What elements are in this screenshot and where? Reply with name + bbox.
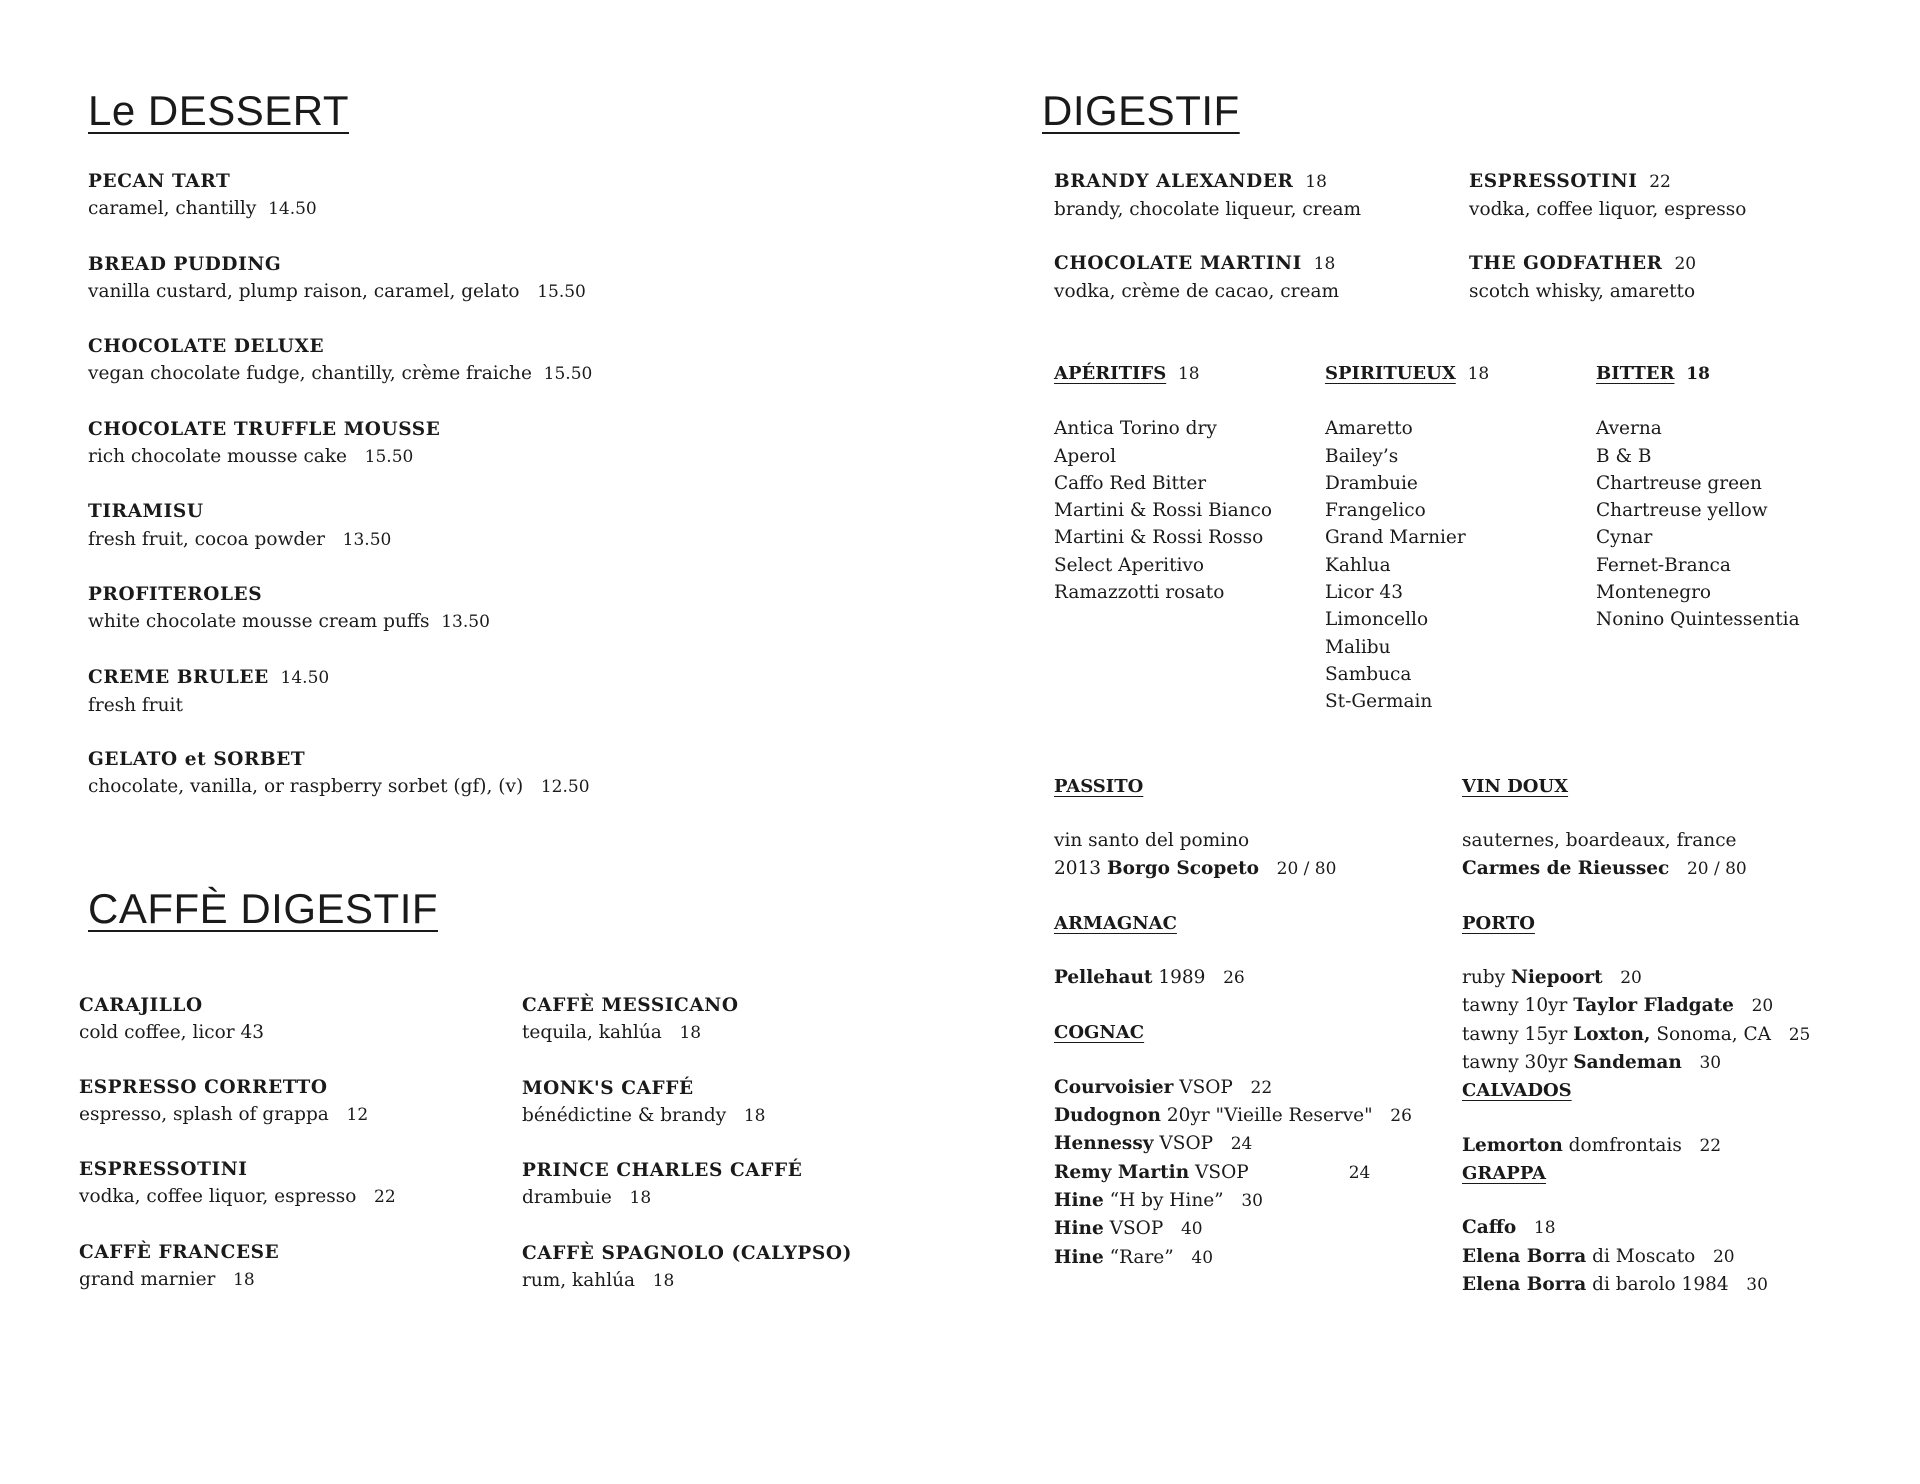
aperitifs-price: 18 <box>1177 364 1200 384</box>
cocktail-desc: scotch whisky, amaretto <box>1469 281 1696 303</box>
dessert-item-price: 14.50 <box>280 667 330 688</box>
dessert-item-price: 13.50 <box>441 612 490 633</box>
dessert-item-price: 14.50 <box>268 199 317 220</box>
caffe-item-desc: bénédictine & brandy <box>522 1104 727 1126</box>
passito-desc: vin santo del pomino <box>1054 830 1250 852</box>
spiritueux-price: 18 <box>1467 364 1490 384</box>
dessert-item-price: 12.50 <box>540 777 590 798</box>
porto-item: ruby Niepoort 20 <box>1462 967 1642 989</box>
caffe-item-price: 18 <box>743 1105 766 1126</box>
caffe-item <box>79 1156 396 1212</box>
caffe-item <box>79 1074 396 1130</box>
armagnac-item: Pellehaut 1989 26 <box>1054 967 1245 989</box>
aperitifs-heading: APÉRITIFS <box>1054 363 1167 384</box>
cocktail-price: 20 <box>1674 254 1697 274</box>
porto-item: tawny 15yr Loxton, Sonoma, CA 25 <box>1462 1023 1811 1045</box>
aperitifs-list <box>1054 360 1272 606</box>
spiritueux-item: Kahlua <box>1325 554 1391 576</box>
cognac-item: Remy Martin VSOP 24 <box>1054 1161 1371 1183</box>
passito-heading: PASSITO <box>1054 776 1144 797</box>
caffe-item-name: CAFFÈ MESSICANO <box>522 995 739 1016</box>
dessert-item <box>88 746 592 802</box>
cognac-item: Hine VSOP 40 <box>1054 1218 1203 1240</box>
cocktail-item <box>1469 250 1696 306</box>
dessert-item-desc: chocolate, vanilla, or raspberry sorbet (gf), (v) <box>88 776 524 798</box>
cocktail-name: ESPRESSOTINI <box>1469 171 1638 192</box>
caffe-item-name: MONK'S CAFFÉ <box>522 1077 694 1099</box>
dessert-item <box>88 416 592 472</box>
dessert-item-desc: caramel, chantilly <box>88 198 257 220</box>
cocktail-item <box>1469 168 1746 224</box>
caffe-item-name: ESPRESSO CORRETTO <box>79 1076 328 1098</box>
porto-heading: PORTO <box>1462 912 1535 934</box>
porto-item: tawny 30yr Sandeman 30 <box>1462 1052 1722 1074</box>
dessert-item <box>88 664 592 720</box>
caffe-item-price: 12 <box>346 1104 369 1125</box>
caffe-item-price: 22 <box>374 1187 396 1208</box>
cocktail-name: BRANDY ALEXANDER <box>1054 171 1294 192</box>
porto-item: tawny 10yr Taylor Fladgate 20 <box>1462 995 1774 1017</box>
cognac-item: Hine “Rare” 40 <box>1054 1246 1214 1268</box>
wine-column-left <box>1054 773 1412 1272</box>
grappa-item: Elena Borra di Moscato 20 <box>1462 1245 1735 1267</box>
cocktail-item <box>1054 250 1339 306</box>
caffe-item-desc: espresso, splash of grappa <box>79 1103 329 1125</box>
caffe-title: CAFFÈ DIGESTIF <box>88 885 439 932</box>
dessert-item-desc: fresh fruit <box>88 694 183 716</box>
caffe-item <box>522 1157 852 1213</box>
caffe-item-price: 18 <box>629 1188 652 1209</box>
dessert-item <box>88 581 592 637</box>
dessert-item-name: GELATO et SORBET <box>88 749 306 771</box>
caffe-item-name: CARAJILLO <box>79 995 203 1016</box>
dessert-item-name: BREAD PUDDING <box>88 253 282 275</box>
vin-doux-heading: VIN DOUX <box>1462 776 1569 797</box>
caffe-item <box>522 992 852 1048</box>
dessert-item <box>88 168 592 224</box>
aperitif-item: Antica Torino dry <box>1054 418 1217 440</box>
cognac-item: Courvoisier VSOP 22 <box>1054 1076 1273 1098</box>
spiritueux-item: Frangelico <box>1325 500 1426 522</box>
passito-wine: 2013 Borgo Scopeto 20 / 80 <box>1054 857 1337 879</box>
spiritueux-item: St-Germain <box>1325 691 1433 713</box>
grappa-heading: GRAPPA <box>1462 1162 1547 1184</box>
dessert-list <box>88 168 592 802</box>
spiritueux-item: Grand Marnier <box>1325 527 1466 549</box>
dessert-item-desc: vegan chocolate fudge, chantilly, crème fraiche <box>88 363 532 385</box>
bitter-item: Nonino Quintessentia <box>1596 609 1800 631</box>
digestif-section <box>1042 87 1240 134</box>
caffe-item-desc: tequila, kahlúa <box>522 1022 662 1044</box>
caffe-item-desc: cold coffee, licor 43 <box>79 1022 265 1044</box>
spiritueux-item: Sambuca <box>1325 663 1412 685</box>
cocktail-name: CHOCOLATE MARTINI <box>1054 253 1302 274</box>
dessert-section <box>88 87 349 134</box>
spiritueux-list <box>1325 360 1489 716</box>
dessert-item <box>88 498 592 554</box>
bitter-list <box>1596 360 1800 634</box>
caffe-item-desc: vodka, coffee liquor, espresso <box>79 1186 357 1208</box>
dessert-item-desc: fresh fruit, cocoa powder <box>88 528 326 550</box>
bitter-item: Montenegro <box>1596 582 1712 604</box>
dessert-item <box>88 333 592 389</box>
bitter-item: B & B <box>1596 445 1652 467</box>
bitter-item: Chartreuse green <box>1596 472 1762 494</box>
cocktail-desc: vodka, coffee liquor, espresso <box>1469 199 1747 221</box>
digestif-title: DIGESTIF <box>1042 87 1240 134</box>
spiritueux-heading: SPIRITUEUX <box>1325 363 1456 384</box>
aperitif-item: Caffo Red Bitter <box>1054 472 1207 494</box>
aperitif-item: Select Aperitivo <box>1054 554 1205 576</box>
grappa-item: Caffo 18 <box>1462 1217 1556 1239</box>
aperitif-item: Martini & Rossi Bianco <box>1054 500 1273 522</box>
bitter-item: Averna <box>1596 418 1662 440</box>
cognac-item: Hennessy VSOP 24 <box>1054 1133 1253 1155</box>
spiritueux-item: Licor 43 <box>1325 582 1403 604</box>
caffe-item-price: 18 <box>652 1271 675 1292</box>
cognac-heading: COGNAC <box>1054 1022 1145 1044</box>
bitter-item: Cynar <box>1596 527 1653 549</box>
cognac-item: Hine “H by Hine” 30 <box>1054 1189 1263 1211</box>
caffe-item-name: CAFFÈ SPAGNOLO (CALYPSO) <box>522 1242 852 1264</box>
caffe-section <box>88 885 439 932</box>
dessert-item-desc: rich chocolate mousse cake <box>88 446 347 468</box>
spiritueux-item: Drambuie <box>1325 472 1418 494</box>
cocktail-price: 18 <box>1313 254 1336 274</box>
cocktail-price: 22 <box>1649 172 1671 192</box>
cocktail-desc: brandy, chocolate liqueur, cream <box>1054 199 1362 221</box>
caffe-item-name: CAFFÈ FRANCESE <box>79 1241 280 1263</box>
caffe-item-price: 18 <box>233 1270 255 1291</box>
caffe-item-desc: rum, kahlúa <box>522 1270 636 1292</box>
dessert-item-name: PECAN TART <box>88 171 231 192</box>
caffe-item-desc: drambuie <box>522 1187 612 1209</box>
bitter-item: Chartreuse yellow <box>1596 500 1768 522</box>
bitter-heading: BITTER <box>1596 363 1675 384</box>
caffe-item-desc: grand marnier <box>79 1269 216 1291</box>
bitter-item: Fernet-Branca <box>1596 554 1731 576</box>
aperitif-item: Ramazzotti rosato <box>1054 582 1225 604</box>
caffe-item-name: PRINCE CHARLES CAFFÉ <box>522 1160 803 1182</box>
calvados-item: Lemorton domfrontais 22 <box>1462 1134 1722 1156</box>
caffe-right-list <box>522 992 852 1295</box>
aperitif-item: Aperol <box>1054 445 1117 467</box>
dessert-item <box>88 251 592 307</box>
caffe-item <box>522 1075 852 1131</box>
caffe-item <box>79 992 396 1047</box>
cocktail-desc: vodka, crème de cacao, cream <box>1054 281 1340 303</box>
grappa-item: Elena Borra di barolo 1984 30 <box>1462 1273 1768 1295</box>
armagnac-heading: ARMAGNAC <box>1054 912 1177 934</box>
dessert-title: Le DESSERT <box>88 87 349 134</box>
dessert-item-price: 15.50 <box>364 447 414 468</box>
vin-doux-desc: sauternes, boardeaux, france <box>1462 830 1737 852</box>
spiritueux-item: Amaretto <box>1325 418 1413 440</box>
cocktail-price: 18 <box>1305 172 1327 192</box>
dessert-item-price: 15.50 <box>543 364 593 385</box>
dessert-item-desc: white chocolate mousse cream puffs <box>88 611 430 633</box>
bitter-price: 18 <box>1686 364 1710 384</box>
spiritueux-item: Limoncello <box>1325 609 1429 631</box>
dessert-item-price: 13.50 <box>342 529 392 550</box>
caffe-item <box>522 1240 852 1296</box>
caffe-item-name: ESPRESSOTINI <box>79 1159 248 1181</box>
spiritueux-item: Malibu <box>1325 636 1391 658</box>
aperitif-item: Martini & Rossi Rosso <box>1054 527 1264 549</box>
wine-column-right <box>1462 773 1810 1299</box>
dessert-item-price: 15.50 <box>537 281 586 302</box>
cocktail-name: THE GODFATHER <box>1469 253 1663 274</box>
cocktail-item <box>1054 168 1361 224</box>
vin-doux-wine: Carmes de Rieussec 20 / 80 <box>1462 857 1747 879</box>
caffe-item <box>79 1239 396 1295</box>
cognac-item: Dudognon 20yr "Vieille Reserve" 26 <box>1054 1105 1412 1127</box>
calvados-heading: CALVADOS <box>1462 1080 1572 1102</box>
caffe-item-price: 18 <box>679 1023 702 1044</box>
dessert-item-name: CHOCOLATE TRUFFLE MOUSSE <box>88 418 441 440</box>
spiritueux-item: Bailey’s <box>1325 445 1399 467</box>
caffe-left-list <box>79 992 396 1294</box>
dessert-item-name: PROFITEROLES <box>88 583 263 605</box>
dessert-item-name: CHOCOLATE DELUXE <box>88 336 325 358</box>
dessert-item-name: CREME BRULEE <box>88 666 269 688</box>
dessert-item-desc: vanilla custard, plump raison, caramel, gelato <box>88 280 520 302</box>
dessert-item-name: TIRAMISU <box>88 501 204 523</box>
